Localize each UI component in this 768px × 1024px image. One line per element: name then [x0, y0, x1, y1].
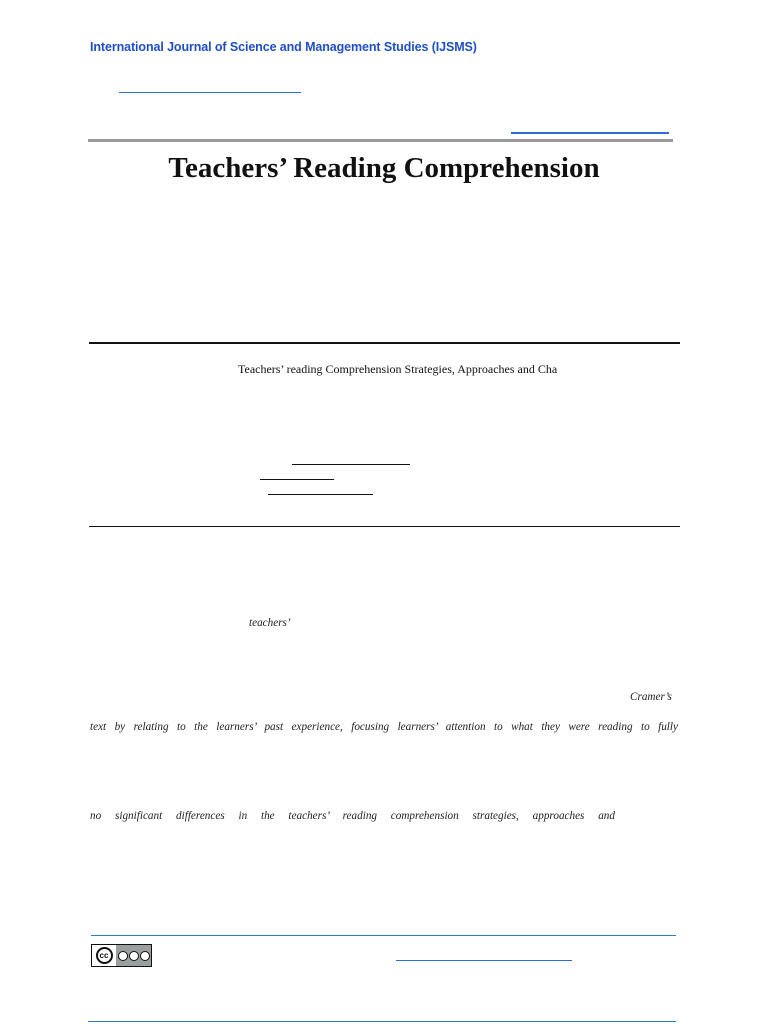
abstract-bottom-rule	[89, 526, 680, 527]
author-link-underline-3[interactable]	[268, 494, 373, 495]
abstract-line-2: no significant differences in the teachers’ reading comprehension strategies, approaches and	[90, 810, 615, 822]
running-title: Teachers’ reading Comprehension Strategies, Approaches and Cha	[238, 362, 558, 376]
footer-rule-bottom	[88, 1021, 676, 1022]
footer-rule-top	[91, 935, 676, 936]
header-rule	[88, 139, 673, 142]
creative-commons-icon: cc	[96, 947, 113, 964]
journal-header: International Journal of Science and Management Studies (IJSMS)	[90, 40, 477, 54]
header-link-underline[interactable]	[119, 92, 301, 93]
cc-conditions	[116, 951, 150, 961]
attribution-icon	[118, 951, 128, 961]
license-link-underline[interactable]	[396, 960, 572, 961]
cc-logo-area	[92, 945, 116, 966]
abstract-top-rule	[89, 342, 680, 344]
creative-commons-license-badge[interactable]	[91, 944, 152, 967]
doi-link-underline[interactable]	[511, 132, 669, 134]
noncommercial-icon	[129, 951, 139, 961]
abstract-fragment-teachers: teachers’	[249, 617, 291, 629]
noderivatives-icon	[140, 951, 150, 961]
author-link-underline-1[interactable]	[292, 464, 410, 465]
abstract-fragment-cramers: Cramer’s	[630, 691, 672, 703]
abstract-line-1: text by relating to the learners’ past experience, focusing learners’ attention to what they were reading to fully	[90, 721, 678, 733]
paper-title: Teachers’ Reading Comprehension	[168, 152, 600, 184]
author-link-underline-2[interactable]	[260, 479, 334, 480]
